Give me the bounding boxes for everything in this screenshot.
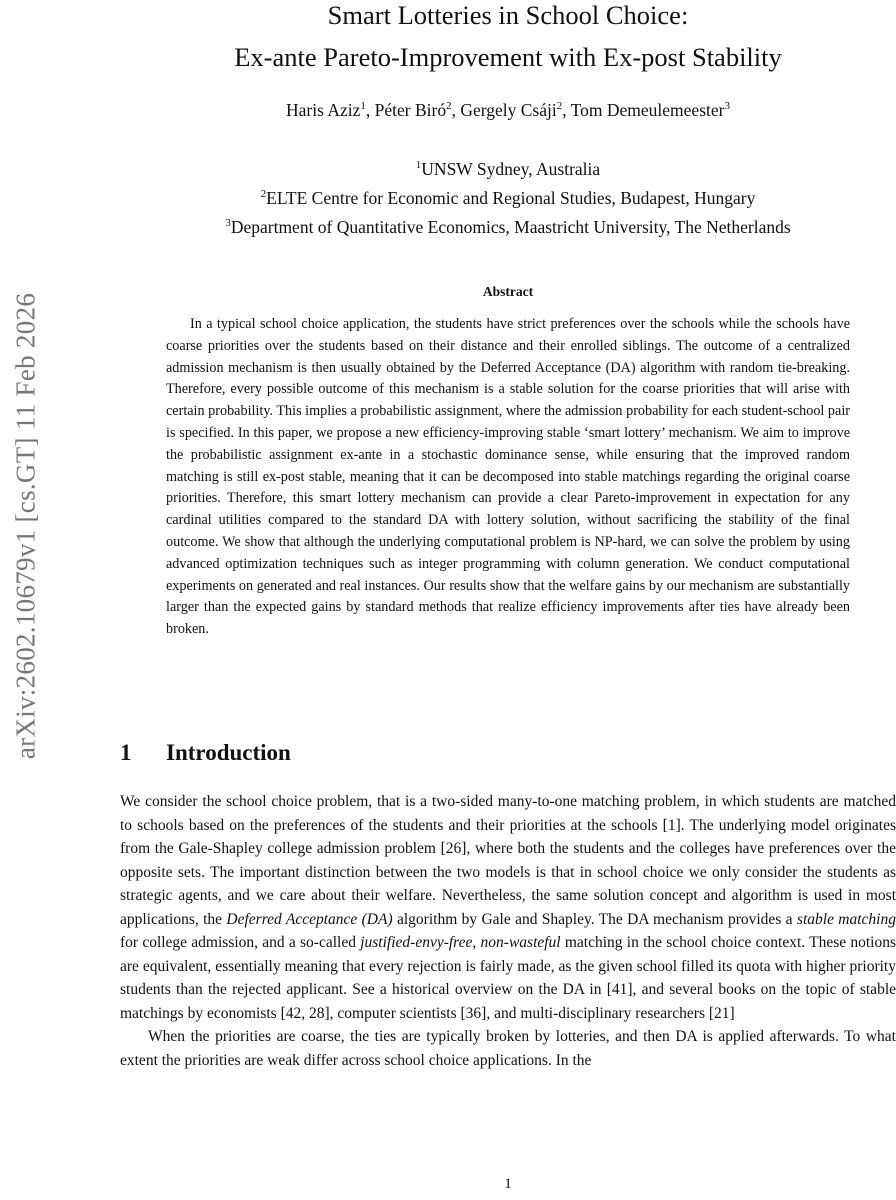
intro-text: matching in the school choice context. These notions are equivalent, essentially meaning that every rejection is fairly made, as the given school filled its quota with higher priority students than the rejected applicant. See a historical overview on the DA in [41], and several books on the topic of stable matchings by economists [42, 28], computer scientists [36], and multi-disciplinary researchers [21]	[120, 934, 896, 1022]
author-name: Péter Biró	[374, 100, 447, 120]
affiliation-list	[120, 155, 896, 242]
intro-emphasis: Deferred Acceptance (DA)	[226, 910, 393, 928]
intro-text: for college admission, and a so-called	[120, 934, 361, 951]
author-name: Gergely Csáji	[460, 100, 557, 120]
intro-emphasis: stable matching	[796, 910, 896, 928]
intro-paragraph-2: When the priorities are coarse, the ties are typically broken by lotteries, and then DA is applied afterwards. To what extent the priorities are weak differ across school choice applications. In the	[120, 1028, 896, 1069]
author-affiliation-mark: 3	[724, 100, 730, 113]
arxiv-sidebar	[4, 206, 48, 846]
affiliation	[120, 184, 896, 213]
title-line-2: Ex-ante Pareto-Improvement with Ex-post Stability	[234, 42, 782, 72]
affiliation-text: Department of Quantitative Economics, Maastricht University, The Netherlands	[230, 217, 791, 237]
author-affiliation-mark: 1	[360, 100, 366, 113]
affiliation-mark: 2	[260, 188, 267, 201]
section-title: Introduction	[166, 740, 291, 765]
section-heading	[120, 740, 291, 766]
author-list: Haris Aziz$^1$, Péter Biró$^2$, Gergely Csáji$^2$, Tom Demeulemeester$^3$	[286, 100, 730, 120]
author-affiliation-mark: 2	[446, 100, 452, 113]
section-number: 1	[120, 740, 132, 765]
affiliation	[120, 155, 896, 184]
affiliation-text: ELTE Centre for Economic and Regional Studies, Budapest, Hungary	[266, 188, 756, 208]
affiliation-mark: 3	[225, 217, 231, 230]
intro-paragraph-1	[120, 790, 896, 1025]
intro-emphasis: non-wasteful	[480, 934, 561, 951]
affiliation-text: UNSW Sydney, Australia	[421, 159, 601, 179]
affiliation-mark: 1	[415, 159, 422, 172]
paper-title	[120, 0, 896, 78]
abstract-heading: Abstract	[482, 284, 534, 299]
intro-text: algorithm by Gale and Shapley. The DA mechanism provides a	[392, 910, 797, 928]
page-number: 1	[504, 1176, 512, 1192]
arxiv-identifier: arXiv:2602.10679v1 [cs.GT] 11 Feb 2026	[10, 292, 41, 760]
intro-text: We consider the school choice problem, that is a two-sided many-to-one matching problem, in which students are matched to schools based on the preferences of the students and their priorities at the schools [1]. The underlying model originates from the Gale-Shapley college admission problem [26], where both the students and the colleges have preferences over the opposite sets. The important distinction between the two models is that in school choice we only consider the students as strategic agents, and we care about their welfare. Nevertheless, the same solution concept and algorithm is used in most applications, the	[120, 793, 896, 928]
author-affiliation-mark: 2	[556, 100, 563, 113]
intro-text: ,	[472, 934, 481, 951]
introduction-body	[120, 790, 896, 1072]
abstract-text: In a typical school choice application, the students have strict preferences over the schools while the schools have coarse priorities over the students based on their distance and their enrolled siblings. The outcome of a centralized admission mechanism is then usually obtained by the Deferred Acceptance (DA) algorithm with random tie-breaking. Therefore, every possible outcome of this mechanism is a stable solution for the coarse priorities that will arise with certain probability. This implies a probabilistic assignment, where the admission probability for each student-school pair is specified. In this paper, we propose a new efficiency-improving stable ‘smart lottery’ mechanism. We aim to improve the probabilistic assignment ex-ante in a stochastic dominance sense, while ensuring that the improved random matching is still ex-post stable, meaning that it can be decomposed into stable matchings regarding the original coarse priorities. Therefore, this smart lottery mechanism can provide a clear Pareto-improvement in expectation for any cardinal utilities compared to the standard DA with lottery solution, without sacrificing the stability of the final outcome. We show that although the underlying computational problem is NP-hard, we can solve the problem by using advanced optimization techniques such as integer programming with column generation. We conduct computational experiments on generated and real instances. Our results show that the welfare gains by our mechanism are substantially larger than the expected gains by standard methods that realize efficiency improvements after ties have already been broken.	[166, 316, 850, 638]
title-line-1: Smart Lotteries in School Choice:	[327, 0, 689, 30]
affiliation	[120, 213, 896, 242]
author-name: Haris Aziz	[286, 100, 361, 120]
intro-emphasis: justified-envy-free	[360, 934, 473, 951]
author-name: Tom Demeulemeester	[570, 100, 725, 120]
